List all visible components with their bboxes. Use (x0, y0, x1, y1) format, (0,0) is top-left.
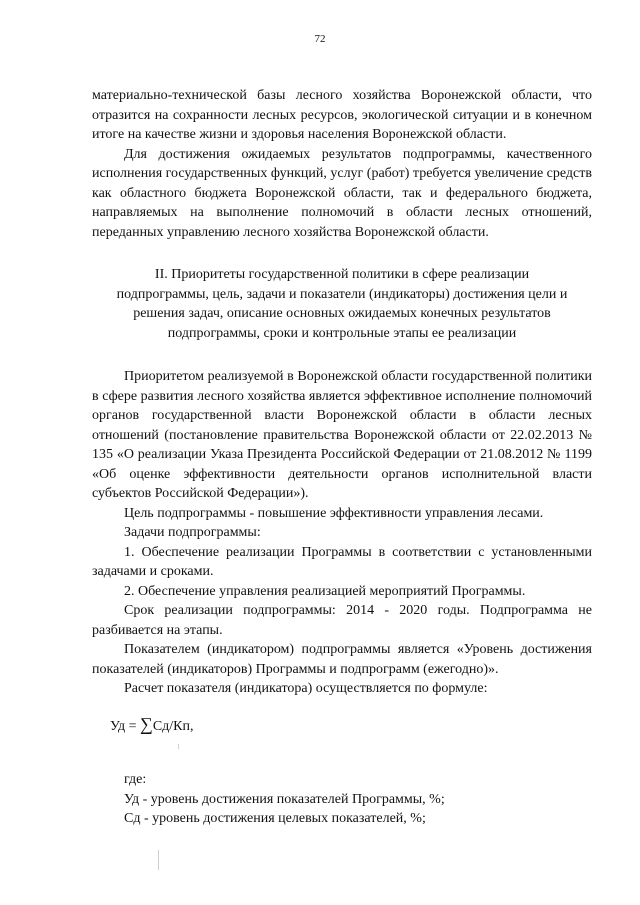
document-body (92, 86, 592, 829)
paragraph-formula-intro: Расчет показателя (индикатора) осуществляется по формуле: (124, 681, 488, 696)
paragraph-1: материально-технической базы лесного хозяйства Воронежской области, что отразится на сохранности лесных ресурсов, экологической ситуации и в конечном итоге на качестве жизни и здоровья населения Воронежской области. (92, 88, 592, 142)
formula (92, 715, 592, 737)
legend-line-1: Уд - уровень достижения показателей Программы, %; (124, 791, 445, 807)
section-heading: II. Приоритеты государственной политики в сфере реализации подпрограммы, цель, задачи и показатели (индикаторы) достижения цели и решения задач, описание основных ожидаемых конечных результатов подпрограммы, сроки и контрольные этапы ее реализации (116, 267, 568, 341)
paragraph-tasks-title: Задачи подпрограммы: (124, 525, 261, 540)
paragraph-2: Для достижения ожидаемых результатов подпрограммы, качественного исполнения государственных функций, услуг (работ) требуется увеличение средств как областного бюджета Воронежской области, так и федерального бюджета, направляемых на выполнение полномочий в области лесных отношений, переданных управлению лесного хозяйства Воронежской области. (92, 146, 592, 240)
scan-mark (158, 850, 159, 870)
page-number: 72 (314, 33, 326, 45)
paragraph-term: Срок реализации подпрограммы: 2014 - 2020 годы. Подпрограмма не разбивается на этапы. (92, 603, 592, 638)
legend-where: где: (124, 772, 147, 787)
task-item-1: 1. Обеспечение реализации Программы в соответствии с установленными задачами и сроками. (92, 544, 592, 579)
sigma-symbol: ∑ (139, 713, 153, 734)
paragraph-indicator: Показателем (индикатором) подпрограммы является «Уровень достижения показателей (индикаторов) Программы и подпрограмм (ежегодно)». (92, 642, 592, 677)
task-item-2: 2. Обеспечение управления реализацией мероприятий Программы. (124, 583, 526, 599)
scan-mark (178, 744, 179, 749)
paragraph-goal: Цель подпрограммы - повышение эффективности управления лесами. (124, 505, 544, 521)
formula-lhs: Уд = (110, 718, 140, 734)
paragraph-3: Приоритетом реализуемой в Воронежской области государственной политики в сфере развития лесного хозяйства является эффективное исполнение полномочий органов государственной власти Воронежской области в области лесных отношений (постановление правительства Воронежской области от 22.02.2013 № 135 «О реализации Указа Президента Российской Федерации от 21.08.2012 № 1199 «Об оценке эффективности деятельности органов исполнительной власти субъектов Российской Федерации»). (92, 369, 592, 501)
formula-rhs: Сд/Кп, (152, 718, 194, 734)
legend-line-2: Сд - уровень достижения целевых показателей, %; (124, 811, 426, 826)
